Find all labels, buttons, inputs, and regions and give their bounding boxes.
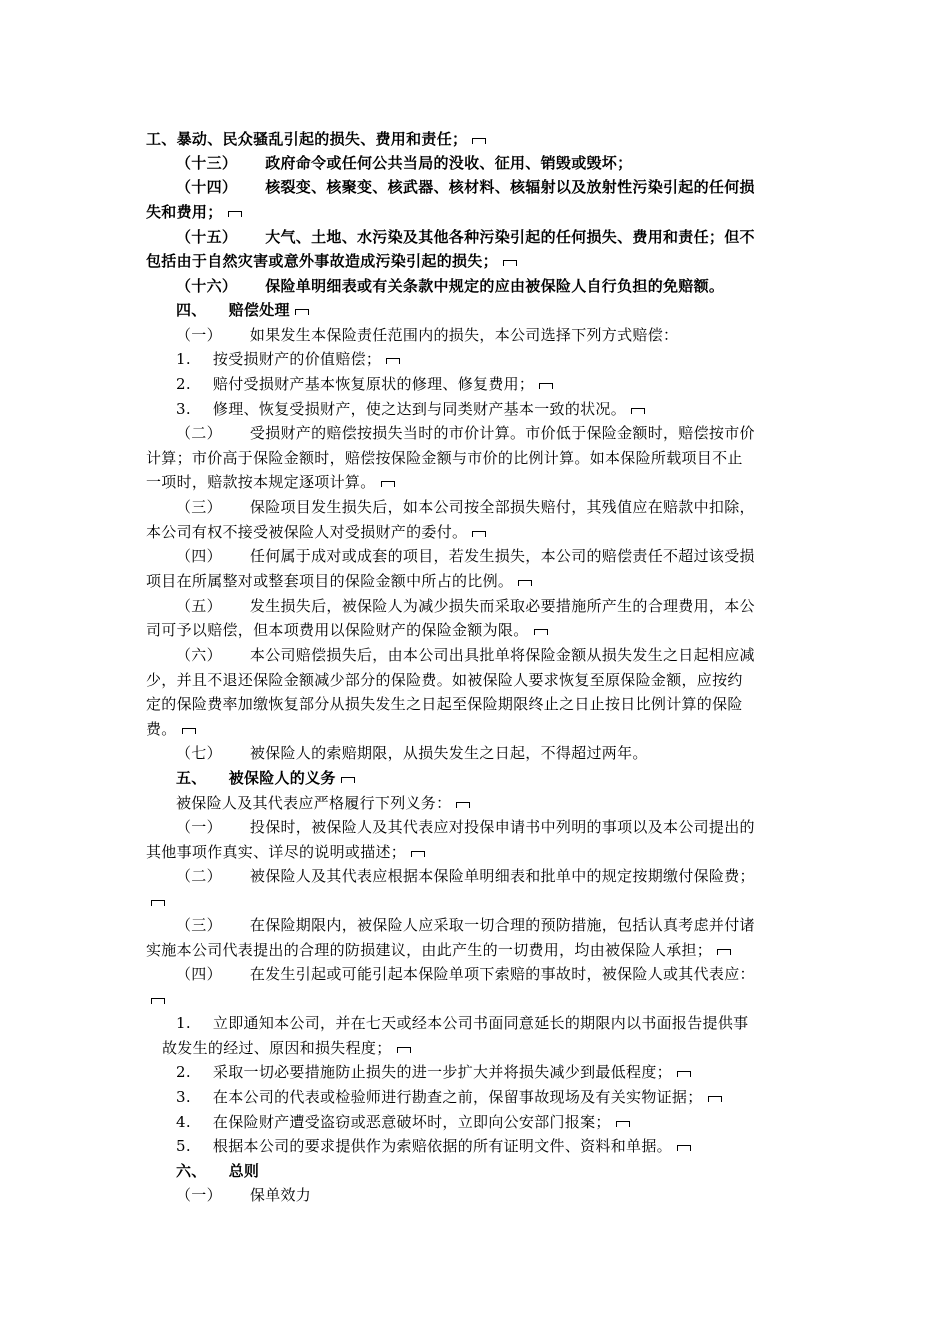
line-text: 保单效力 [249,1186,312,1204]
document-line [176,151,840,175]
item-number: （二） [176,424,222,442]
paragraph-mark-icon [615,1118,631,1128]
line-text: 投保时，被保险人及其代表应对投保申请书中列明的事项以及本公司提出的 [249,818,755,836]
line-text: 失和费用； [146,203,223,221]
line-text: 赔付受损财产基本恢复原状的修理、修复费用； [212,375,535,393]
document-line [146,446,810,470]
line-text: 赔偿处理 [228,301,290,319]
document-line [146,569,810,593]
document-line [146,618,810,642]
item-number: （七） [176,744,222,762]
line-text: 费。 [146,720,177,738]
document-line [176,1060,840,1084]
paragraph-mark-icon [227,208,243,218]
line-text: 发生损失后，被保险人为减少损失而采取必要措施所产生的合理费用，本公 [249,597,755,615]
document-line [146,668,810,692]
item-number: （十四） [176,178,238,196]
paragraph-mark-icon [410,848,426,858]
item-number: （一） [176,1186,222,1204]
document-line [146,987,810,1011]
item-number: （六） [176,646,222,664]
item-number: 3. [176,1088,191,1106]
item-number: 3. [176,400,191,418]
line-text: 定的保险费率加缴恢复部分从损失发生之日起至保险期限终止之日止按日比例计算的保险 [146,695,743,713]
line-text: 立即通知本公司，并在七天或经本公司书面同意延长的期限内以书面报告提供事 [212,1014,749,1032]
paragraph-mark-icon [150,897,166,907]
item-number: （十六） [176,277,238,295]
line-text: 政府命令或任何公共当局的没收、征用、销毁或毁坏； [265,154,633,172]
document-line [176,544,840,568]
line-text: 被保险人的义务 [228,769,336,787]
paragraph-mark-icon [181,725,197,735]
document-line [176,791,840,815]
document-line [176,1183,840,1207]
line-text: 本公司赔偿损失后，由本公司出具批单将保险金额从损失发生之日起相应减 [249,646,755,664]
item-number: （三） [176,916,222,934]
document-line [176,1159,840,1183]
line-text: 其他事项作真实、详尽的说明或描述； [146,843,407,861]
document-line [146,249,810,273]
document-line [146,470,810,494]
document-line [176,594,840,618]
document-line [176,323,840,347]
item-number: 2. [176,1063,191,1081]
line-text: 被保险人及其代表应根据本保险单明细表和批单中的规定按期缴付保险费； [249,867,755,885]
document-line [146,889,810,913]
line-text: 在保险期限内，被保险人应采取一切合理的预防措施，包括认真考虑并付诸 [249,916,755,934]
document-line [176,397,840,421]
document-line [176,175,840,199]
document-line [146,717,810,741]
document-line [146,127,810,151]
line-text: 如果发生本保险责任范围内的损失，本公司选择下列方式赔偿： [249,326,679,344]
document-line [176,913,840,937]
line-text: 保险单明细表或有关条款中规定的应由被保险人自行负担的免赔额。 [265,277,725,295]
line-text: 在本公司的代表或检验师进行勘查之前，保留事故现场及有关实物证据； [212,1088,703,1106]
document-line [176,643,840,667]
item-number: 4. [176,1113,191,1131]
line-text: 总则 [228,1162,260,1180]
document-line [146,520,810,544]
document-line [176,274,840,298]
paragraph-mark-icon [455,799,471,809]
paragraph-mark-icon [380,478,396,488]
document-line [176,421,840,445]
line-text: 被保险人及其代表应严格履行下列义务： [176,794,452,812]
line-text: 按受损财产的价值赔偿； [212,350,382,368]
document-line [176,1085,840,1109]
document-line [146,938,810,962]
item-number: 1. [176,350,191,368]
paragraph-mark-icon [294,306,310,316]
item-number: （三） [176,498,222,516]
item-number: 1. [176,1014,191,1032]
paragraph-mark-icon [502,257,518,267]
item-number: （一） [176,818,222,836]
paragraph-mark-icon [533,626,549,636]
document-line [176,495,840,519]
line-text: 计算；市价高于保险金额时，赔偿按保险金额与市价的比例计算。如本保险所载项目不止 [146,449,743,467]
document-line [176,864,840,888]
item-number: （二） [176,867,222,885]
item-number: 5. [176,1137,191,1155]
paragraph-mark-icon [396,1044,412,1054]
paragraph-mark-icon [707,1093,723,1103]
document-line [176,1110,840,1134]
line-text: 根据本公司的要求提供作为索赔依据的所有证明文件、资料和单据。 [212,1137,672,1155]
line-text: 少，并且不退还保险金额减少部分的保险费。如被保险人要求恢复至原保险金额，应按约 [146,671,743,689]
line-text: 大气、土地、水污染及其他各种污染引起的任何损失、费用和责任；但不 [265,228,755,246]
item-number: 2. [176,375,191,393]
line-text: 故发生的经过、原因和损失程度； [162,1039,392,1057]
item-number: 四、 [176,301,207,319]
item-number: 五、 [176,769,207,787]
document-line [146,692,810,716]
document-line [176,347,840,371]
paragraph-mark-icon [716,946,732,956]
line-text: 任何属于成对或成套的项目，若发生损失，本公司的赔偿责任不超过该受损 [249,547,755,565]
line-text: 包括由于自然灾害或意外事故造成污染引起的损失； [146,252,498,270]
line-text: 司可予以赔偿，但本项费用以保险财产的保险金额为限。 [146,621,529,639]
item-number: （四） [176,547,222,565]
document-line [176,1134,840,1158]
paragraph-mark-icon [471,135,487,145]
item-number: （十五） [176,228,238,246]
line-text: 在发生引起或可能引起本保险单项下索赔的事故时，被保险人或其代表应： [249,965,755,983]
document-line [176,372,840,396]
line-text: 被保险人的索赔期限，从损失发生之日起，不得超过两年。 [249,744,648,762]
line-text: 本公司有权不接受被保险人对受损财产的委付。 [146,523,468,541]
document-line [162,1036,826,1060]
paragraph-mark-icon [340,774,356,784]
paragraph-mark-icon [676,1142,692,1152]
document-line [146,200,810,224]
document-line [176,225,840,249]
line-text: 一项时，赔款按本规定逐项计算。 [146,473,376,491]
line-text: 工、暴动、民众骚乱引起的损失、费用和责任； [146,130,468,148]
line-text: 受损财产的赔偿按损失当时的市价计算。市价低于保险金额时，赔偿按市价 [249,424,755,442]
line-text: 保险项目发生损失后，如本公司按全部损失赔付，其残值应在赔款中扣除， [249,498,755,516]
item-number: （五） [176,597,222,615]
line-text: 在保险财产遭受盗窃或恶意破坏时，立即向公安部门报案； [212,1113,611,1131]
item-number: （一） [176,326,222,344]
item-number: （十三） [176,154,238,172]
line-text: 采取一切必要措施防止损失的进一步扩大并将损失减少到最低程度； [212,1063,672,1081]
document-line [176,741,840,765]
paragraph-mark-icon [517,577,533,587]
item-number: 六、 [176,1162,207,1180]
document-line [176,1011,840,1035]
item-number: （四） [176,965,222,983]
paragraph-mark-icon [676,1068,692,1078]
line-text: 修理、恢复受损财产，使之达到与同类财产基本一致的状况。 [212,400,627,418]
document-line [176,815,840,839]
paragraph-mark-icon [385,355,401,365]
line-text: 项目在所属整对或整套项目的保险金额中所占的比例。 [146,572,514,590]
paragraph-mark-icon [630,405,646,415]
line-text: 实施本公司代表提出的合理的防损建议，由此产生的一切费用，均由被保险人承担； [146,941,713,959]
document-line [176,962,840,986]
paragraph-mark-icon [538,380,554,390]
line-text: 核裂变、核聚变、核武器、核材料、核辐射以及放射性污染引起的任何损 [265,178,755,196]
document-line [146,840,810,864]
paragraph-mark-icon [150,995,166,1005]
document-line [176,298,840,322]
paragraph-mark-icon [471,528,487,538]
document-line [176,766,840,790]
